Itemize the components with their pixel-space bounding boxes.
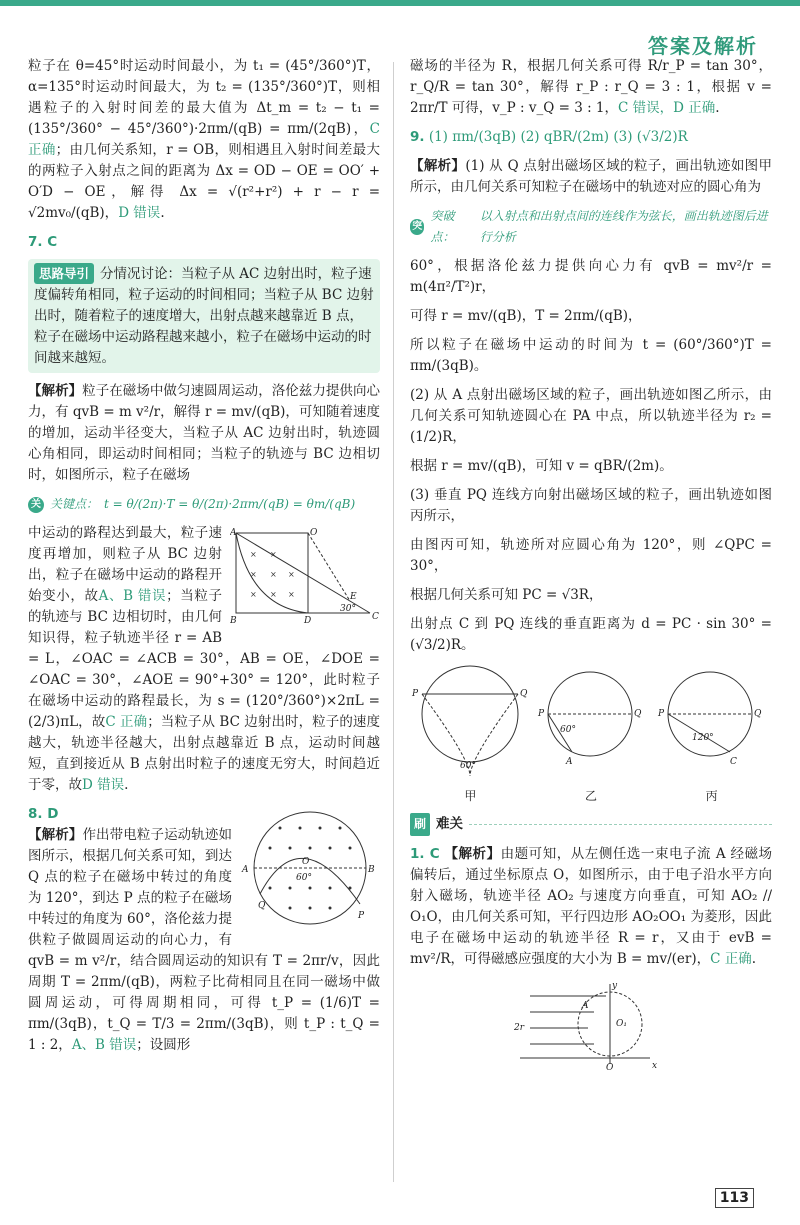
answer-mark: C 正确 (710, 951, 752, 967)
svg-text:x: x (652, 1061, 658, 1071)
q8-continuation: 磁场的半径为 R，根据几何关系可得 R/r_P = tan 30°，r_Q/R = tan 30°，解得 r_P : r_Q = 3 : 1，根据 v = 2πr/T 可得，v_P : v_Q = 3 : 1，C 错误，D 正确. (410, 58, 772, 116)
key-icon: 关 (28, 497, 44, 513)
q8-number: 8. D (28, 806, 59, 822)
q6-text: 粒子在 θ=45°时运动时间最小，为 t₁ = (45°/360°)T，α=135°时运动时间最大，为 t₂ = (135°/360°)T，则相遇粒子的入射时间差的最大值为 Δt_m = t₂ − t₁ = (135°/360° − 45°/360°)·2πm/(qB) = πm/(2qB)， (28, 58, 380, 137)
column-divider (393, 62, 394, 1182)
section-title: 答案及解析 (648, 34, 758, 58)
answer-mark: D 错误 (118, 205, 161, 221)
q9-part2: (2) 从 A 点射出磁场区域的粒子，画出轨迹如图乙所示，由几何关系可知轨迹圆心在 PA 中点，所以轨迹半径为 r₂ = (1/2)R， (410, 387, 772, 445)
q9-number: 9. (410, 129, 425, 145)
figure-jia (411, 666, 528, 776)
svg-text:A: A (230, 528, 237, 538)
svg-text:60°: 60° (460, 761, 476, 771)
page-header (0, 0, 800, 58)
figure-yi (537, 672, 642, 767)
key-text: t = θ/(2π)·T = θ/(2π)·2πm/(qB) = θm/(qB) (104, 497, 356, 511)
left-column (28, 56, 380, 1064)
thinking-guide-box (28, 259, 380, 373)
svg-text:B: B (230, 616, 237, 626)
figure-labels (410, 786, 772, 807)
figure-label: 乙 (584, 789, 597, 803)
answer-mark: A、B 错误 (71, 1037, 137, 1053)
svg-text:C: C (372, 612, 379, 622)
answer-mark: D 错误 (82, 777, 125, 793)
svg-text:Q: Q (634, 709, 642, 719)
svg-text:×: × (288, 570, 295, 579)
q8-text-2: ；设圆形 (136, 1037, 191, 1053)
q9-part1 (410, 156, 772, 198)
hard-q1-number: 1. C (410, 846, 440, 862)
svg-text:P: P (538, 709, 545, 719)
key-point-note (28, 494, 380, 515)
answer-mark: C 错误，D 正确 (618, 100, 716, 116)
solution-tag: 【解析】 (410, 158, 466, 174)
q7-text-4: ；当粒子从 BC 边射出时，粒子的速度越大，轨迹半径越大，出射点越靠近 B 点，运动时间越短，直到接近从 B 点射出时粒子的速度无穷大，时间趋近于零，故 (28, 714, 380, 793)
svg-text:P: P (412, 689, 419, 699)
q7-text-2: 中运动的路程达到最大，粒子速度再增加，则粒子从 BC 边射出，粒子在磁场中运动的路程开始变小，故 (28, 525, 222, 604)
guide-label: 思路导引 (34, 263, 94, 284)
svg-text:Q: Q (520, 689, 528, 699)
svg-text:D: D (304, 616, 312, 626)
svg-text:O: O (310, 528, 318, 538)
q7-solution (28, 381, 380, 486)
q8-text-3: 磁场的半径为 R，根据几何关系可得 R/r_P = tan 30°，r_Q/R = tan 30°，解得 r_P : r_Q = 3 : 1，根据 v = 2πr/T 可得，v_P : v_Q = 3 : 1， (410, 58, 772, 116)
hard-title: 难关 (436, 816, 464, 832)
hard-section-header (410, 813, 772, 836)
svg-text:O: O (606, 1063, 614, 1073)
q7-text: 粒子在磁场中做匀速圆周运动，洛伦兹力提供向心力，有 qvB = m v²/r，解得 r = mv/(qB)，可知随着速度的增加，运动半径变大，当粒子从 AC 边射出时，轨迹圆心角相同，即运动时间相同；当粒子的轨迹与 BC 边相切时，如图所示，粒子在磁场 (28, 383, 381, 483)
q9-trajectory-figures (410, 664, 772, 784)
svg-text:×: × (270, 570, 277, 579)
svg-text:60°: 60° (296, 873, 312, 883)
svg-text:E: E (350, 592, 357, 602)
q9-line: 由图丙可知，轨迹所对应圆心角为 120°，则 ∠QPC = 30°， (410, 537, 772, 574)
svg-text:120°: 120° (692, 733, 714, 743)
svg-text:×: × (250, 570, 257, 579)
svg-text:60°: 60° (560, 725, 576, 735)
breakthrough-icon: 突 (410, 219, 424, 235)
hard-q1: 1. C 【解析】由题可知，从左侧任选一束电子流 A 经磁场偏转后，通过坐标原点 O，如图所示，由于电子沿水平方向射入磁场，轨迹半径 AO₂ 与速度方向垂直，可知 AO₂ // O₁O，由几何关系可知，平行四边形 AO₂OO₁ 为菱形，因此电子在磁场中运动的轨迹半径 R = r，又由于 evB = mv²/R，可得磁感应强度的大小为 B = mv/(er)，C 正确. (410, 846, 773, 967)
q9-part3: (3) 垂直 PQ 连线方向射出磁场区域的粒子，画出轨迹如图丙所示， (410, 487, 772, 524)
svg-text:A: A (566, 757, 573, 767)
q7-text-3: ；当粒子的轨迹与 BC 边相切时，由几何知识得，粒子轨迹半径 r = AB = L，∠OAC = ∠ACB = 30°，AB = OE，∠DOE = ∠OAC = 30°，∠AOE = 90°+30° = 120°，此时粒子在磁场中运动的路程最长，为 s = (120°/360°)×2πL = (2/3)πL，故 (28, 588, 380, 730)
circle-field-diagram (240, 808, 380, 938)
q9-line: 所以粒子在磁场中运动的时间为 t = (60°/360°)T = πm/(3qB)。 (410, 337, 772, 374)
svg-text:A: A (582, 1001, 589, 1011)
svg-text:×: × (250, 590, 257, 599)
triangle-field-diagram (230, 527, 380, 627)
q9-line: 60°，根据洛伦兹力提供向心力有 qvB = mv²/r = m(4π²/T²)r， (410, 258, 772, 295)
dashed-rule (469, 824, 772, 825)
breakthrough-text: 以入射点和出射点间的连线作为弦长，画出轨迹图后进行分析 (479, 209, 768, 244)
answer-mark: C 正确 (105, 714, 148, 730)
answer-mark: A、B 错误 (98, 588, 167, 604)
svg-text:O: O (302, 857, 310, 867)
svg-text:2r: 2r (514, 1023, 525, 1033)
q6-text-2: ；由几何关系知，r = OB，则相遇且入射时间差最大的两粒子入射点之间的距离为 Δx = OD − OE = OO′ + O′D − OE，解得 Δx = √(r²+r²) + r − r = √2mv₀/(qB)， (28, 142, 380, 221)
svg-text:×: × (270, 590, 277, 599)
key-label: 关键点： (50, 497, 99, 511)
svg-text:B: B (368, 865, 375, 875)
svg-text:Q: Q (258, 901, 266, 911)
svg-text:Q: Q (754, 709, 762, 719)
svg-text:y: y (612, 981, 618, 991)
q9-answers (410, 127, 772, 148)
electron-beam-diagram (410, 978, 772, 1074)
hard-q1-text: 由题可知，从左侧任选一束电子流 A 经磁场偏转后，通过坐标原点 O，如图所示，由于电子沿水平方向射入磁场，轨迹半径 AO₂ 与速度方向垂直，可知 AO₂ // O₁O，由几何关系可知，平行四边形 AO₂OO₁ 为菱形，因此电子在磁场中运动的轨迹半径 R = r，又由于 evB = mv²/R，可得磁感应强度的大小为 B = mv/(er)， (410, 846, 773, 967)
svg-text:×: × (270, 550, 277, 559)
header-bar (0, 0, 800, 6)
svg-text:P: P (658, 709, 665, 719)
q6-continuation: 粒子在 θ=45°时运动时间最小，为 t₁ = (45°/360°)T，α=135°时运动时间最大，为 t₂ = (135°/360°)T，则相遇粒子的入射时间差的最大值为 Δt_m = t₂ − t₁ = (135°/360° − 45°/360°)·2πm/(qB) = πm/(2qB)，C 正确；由几何关系知，r = OB，则相遇且入射时间差最大的两粒子入射点之间的距离为 Δx = OD − OE = OO′ + O′D − OE，解得 Δx = √(r²+r²) + r − r = √2mv₀/(qB)，D 错误. (28, 58, 380, 221)
q9-line: 可得 r = mv/(qB)，T = 2πm/(qB)， (410, 308, 642, 324)
solution-tag: 【解析】 (444, 846, 501, 862)
page-number: 113 (715, 1188, 754, 1208)
q9-line: 根据几何关系可知 PC = √3R， (410, 587, 603, 603)
solution-tag: 【解析】 (28, 827, 83, 843)
figure-label: 甲 (464, 789, 477, 803)
q9-answer-list: (1) πm/(3qB) (2) qBR/(2m) (3) (√3/2)R (428, 129, 688, 145)
answer-mark: C 正确 (28, 121, 380, 158)
figure-label: 丙 (705, 789, 718, 803)
right-column (410, 56, 772, 1074)
q7-number: 7. C (28, 234, 58, 250)
svg-text:A: A (242, 865, 249, 875)
svg-text:C: C (730, 757, 737, 767)
q9-line: 出射点 C 到 PQ 连线的垂直距离为 d = PC · sin 30° = (√3/2)R。 (410, 616, 772, 653)
guide-text: 分情况讨论：当粒子从 AC 边射出时，粒子速度偏转角相同，粒子运动的时间相同；当粒子从 BC 边射出时，随着粒子的速度增大，出射点越来越靠近 B 点，粒子在磁场中运动路程越来越小，粒子在磁场中运动的时间越来越短。 (34, 266, 374, 366)
hard-badge: 刷 (410, 813, 430, 836)
q8-text: 作出带电粒子运动轨迹如图所示，根据几何关系可知，到达 Q 点的粒子在磁场中转过的角度为 120°，到达 P 点的粒子在磁场中转过的角度为 60°，洛伦兹力提供粒子做圆周运动的向心力，有 qvB = m v²/r，结合圆周运动的知识有 T = 2πr/v，因此周期 T = 2πm/(qB)，两粒子比荷相同且在同一磁场中做圆周运动，可得周期相同，可得 t_P = (1/6)T = πm/(3qB)，t_Q = T/3 = 2πm/(3qB)，则 t_P : t_Q = 1 : 2， (28, 827, 380, 1053)
figure-bing (657, 672, 762, 767)
q7-solution-2: 中运动的路程达到最大，粒子速度再增加，则粒子从 BC 边射出，粒子在磁场中运动的路程开始变小，故A、B 错误；当粒子的轨迹与 BC 边相切时，由几何知识得，粒子轨迹半径 r = AB = L，∠OAC = ∠ACB = 30°，AB = OE，∠DOE = ∠OAC = 30°，∠AOE = 90°+30° = 120°，此时粒子在磁场中运动的路程最长，为 s = (120°/360°)×2πL = (2/3)πL，故C 正确；当粒子从 BC 边射出时，粒子的速度越大，轨迹半径越大，出射点越靠近 B 点，运动时间越短，直到接近从 B 点射出时粒子的速度无穷大，时间趋近于零，故D 错误. (28, 525, 380, 793)
solution-tag: 【解析】 (28, 383, 83, 399)
q9-text: (1) 从 Q 点射出磁场区域的粒子，画出轨迹如图甲所示，由几何关系可知粒子在磁场中的轨迹对应的圆心角为 (410, 158, 772, 195)
svg-text:×: × (250, 550, 257, 559)
q9-line: 根据 r = mv/(qB)，可知 v = qBR/(2m)。 (410, 458, 673, 474)
svg-text:30°: 30° (340, 604, 356, 614)
breakthrough-note (410, 206, 772, 248)
breakthrough-label: 突破点： (430, 209, 455, 244)
svg-text:O₁: O₁ (616, 1019, 627, 1029)
svg-text:P: P (358, 911, 365, 921)
svg-text:×: × (288, 590, 295, 599)
